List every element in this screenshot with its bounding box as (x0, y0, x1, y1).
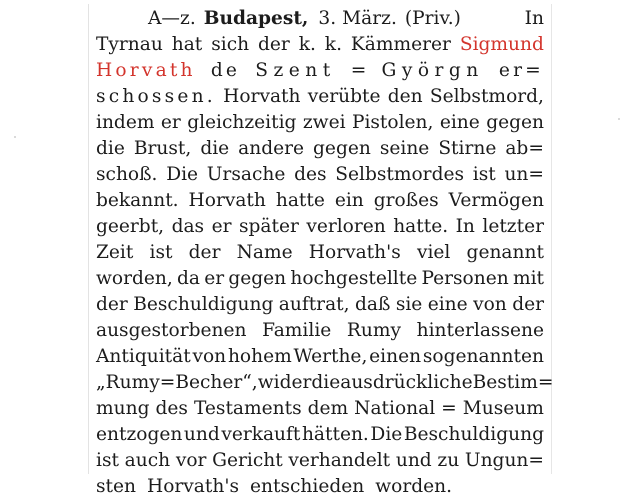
word: er (204, 268, 225, 289)
word: mit (512, 268, 544, 289)
word: die (96, 138, 125, 159)
word: verloren (306, 216, 386, 237)
word: ist (149, 242, 173, 263)
word: verübte (307, 86, 381, 107)
word: hat (171, 34, 203, 55)
word: der (258, 34, 290, 55)
word: indem (96, 112, 155, 133)
word: ausgestorbenen (96, 320, 247, 341)
word: k. (298, 34, 316, 55)
word: er (211, 216, 232, 237)
word: der (96, 294, 128, 315)
word: großes (373, 190, 439, 211)
word: gleichzeitig (187, 112, 297, 133)
word: ist (96, 450, 119, 471)
word: eine (439, 112, 480, 133)
word: andere (238, 138, 305, 159)
word: das (171, 216, 205, 237)
word: sich (211, 34, 250, 55)
word: Vermögen (448, 190, 544, 211)
newspaper-clipping-tail (96, 6, 544, 472)
word: er (160, 112, 181, 133)
word: den (387, 86, 423, 107)
word: = (350, 60, 367, 81)
word: Szent (255, 60, 336, 81)
word: ausdrückliche (340, 372, 473, 393)
word: ab= (505, 138, 544, 159)
word: Museum (462, 398, 544, 419)
word: Die (370, 424, 403, 445)
word: schoß. (96, 164, 158, 185)
word: worden. (375, 476, 453, 497)
word: auftrat, (278, 294, 350, 315)
word: verkauft (221, 424, 301, 445)
word: Györgn (381, 60, 484, 81)
word: de (210, 60, 241, 81)
word: schossen. (96, 86, 216, 107)
word: des (294, 164, 327, 185)
word: Die (166, 164, 199, 185)
text-line (96, 474, 544, 500)
word: hinterlassene (416, 320, 544, 341)
word: k. (324, 34, 342, 55)
scan-speck (618, 118, 620, 120)
highlighted-name: Sigmund (459, 34, 544, 55)
word: = (441, 398, 457, 419)
word: National (354, 398, 436, 419)
word: zu (437, 450, 460, 471)
word: Tyrnau (96, 34, 163, 55)
word: ein (334, 190, 364, 211)
column-rule-right (551, 4, 552, 474)
word: sten (96, 476, 136, 497)
word: zwei (302, 112, 346, 133)
word: daß (354, 294, 391, 315)
word: hochgestellte (290, 268, 418, 289)
word: gegen (486, 112, 544, 133)
word: eine (427, 294, 468, 315)
word: vor (175, 450, 207, 471)
word: „Rumy=Becher“, (96, 372, 258, 393)
scan-speck (14, 136, 16, 138)
word: entschieden (250, 476, 365, 497)
word: dem (307, 398, 349, 419)
word: Zeit (96, 242, 134, 263)
dateline-day: 3. (318, 8, 337, 29)
word: Kämmerer (350, 34, 451, 55)
word: Bestim= (472, 372, 554, 393)
word: Horvath (188, 190, 266, 211)
word: auch (124, 450, 171, 471)
word: Familie (262, 320, 332, 341)
word: von (192, 346, 227, 367)
word: Beschuldigung (133, 294, 274, 315)
word: Horvath's (308, 242, 401, 263)
word: er= (498, 60, 544, 81)
highlighted-name: Horvath (96, 60, 196, 81)
dateline-city: Budapest, (203, 8, 309, 29)
word: geerbt, (96, 216, 165, 237)
word: hohem (227, 346, 292, 367)
word: sie (395, 294, 423, 315)
word: Stirne (438, 138, 497, 159)
word: Horvath (223, 86, 301, 107)
word: der (188, 242, 221, 263)
word: die (311, 372, 341, 393)
word: sogenannten (422, 346, 544, 367)
word: wider (257, 372, 312, 393)
word: letzter (482, 216, 544, 237)
word: Gericht (212, 450, 283, 471)
word: genannt (466, 242, 544, 263)
word: verhandelt (288, 450, 391, 471)
word: In (524, 8, 544, 29)
word: hätten. (301, 424, 369, 445)
word: un= (504, 164, 544, 185)
word: mung (96, 398, 150, 419)
word: von (473, 294, 507, 315)
word: hatte (275, 190, 325, 211)
dateline-source-tag: (Priv.) (404, 8, 461, 29)
word: einen (369, 346, 422, 367)
column-rule-left (88, 4, 89, 474)
word: Horvath's (147, 476, 239, 497)
word: Ursache (206, 164, 286, 185)
word: viel (416, 242, 451, 263)
word: Testaments (193, 398, 302, 419)
word: worden, (96, 268, 173, 289)
word: hatte. (393, 216, 449, 237)
word: später (238, 216, 299, 237)
word: des (155, 398, 188, 419)
word: Werthe, (293, 346, 368, 367)
word: Rumy (346, 320, 402, 341)
word: Personen (421, 268, 509, 289)
word: Brust, (133, 138, 192, 159)
word: die (200, 138, 230, 159)
word: seine (379, 138, 430, 159)
word: Selbstmord, (429, 86, 544, 107)
word: der (512, 294, 544, 315)
word: ist (472, 164, 496, 185)
word: da (177, 268, 201, 289)
dateline-source: A—z. (148, 8, 196, 29)
word: Beschuldigung (403, 424, 544, 445)
word: Selbstmordes (335, 164, 465, 185)
word: und (395, 450, 432, 471)
word: Antiquität (96, 346, 191, 367)
word: bekannt. (96, 190, 179, 211)
word: In (455, 216, 475, 237)
word: Pistolen, (351, 112, 434, 133)
dateline-month: März. (342, 8, 397, 29)
word: entzogen (96, 424, 183, 445)
word: gegen (313, 138, 371, 159)
word: Name (236, 242, 293, 263)
word: gegen (228, 268, 287, 289)
word: Ungun= (464, 450, 544, 471)
word: und (183, 424, 220, 445)
